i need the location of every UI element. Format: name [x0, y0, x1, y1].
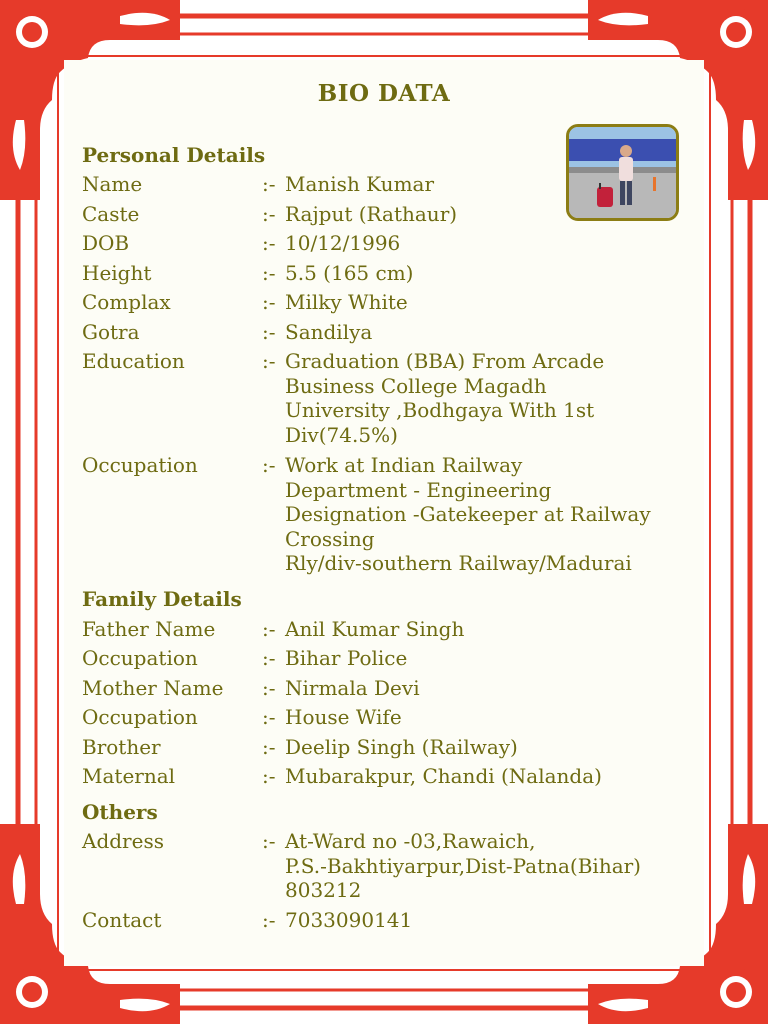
- field-value-line: Anil Kumar Singh: [285, 617, 465, 641]
- field-value-line: House Wife: [285, 705, 402, 729]
- field-label: Mother Name: [82, 676, 224, 700]
- field-value: [285, 829, 685, 903]
- section-heading-others: Others: [82, 800, 158, 824]
- field-value-line: Milky White: [285, 290, 408, 314]
- field-label: Complax: [82, 290, 171, 314]
- field-value-line: University ,Bodhgaya With 1st: [285, 398, 595, 422]
- field-value-line: Mubarakpur, Chandi (Nalanda): [285, 764, 602, 788]
- field-value-line: Deelip Singh (Railway): [285, 735, 518, 759]
- page-title: BIO DATA: [317, 80, 451, 107]
- field-value-line: Business College Magadh: [285, 373, 547, 398]
- field-label: Occupation: [82, 705, 198, 729]
- field-separator: :-: [262, 676, 276, 700]
- field-value-line: At-Ward no -03,Rawaich,: [285, 829, 536, 853]
- field-separator: :-: [262, 202, 276, 226]
- field-separator: :-: [262, 290, 276, 314]
- field-value-line: Rly/div-southern Railway/Madurai: [285, 551, 632, 575]
- field-value-line: Div(74.5%): [285, 422, 398, 447]
- field-separator: :-: [262, 829, 276, 853]
- field-value-line: Crossing: [285, 526, 375, 551]
- field-value: [285, 764, 685, 789]
- field-label: Caste: [82, 202, 140, 226]
- field-label: Contact: [82, 908, 162, 932]
- field-label: Height: [82, 261, 152, 285]
- field-separator: :-: [262, 231, 276, 255]
- field-value-line: Manish Kumar: [285, 172, 435, 196]
- field-separator: :-: [262, 646, 276, 670]
- field-value-line: P.S.-Bakhtiyarpur,Dist-Patna(Bihar): [285, 853, 641, 878]
- field-value-line: Department - Engineering: [285, 477, 552, 502]
- field-value: [285, 202, 685, 227]
- field-label: Gotra: [82, 320, 140, 344]
- field-value-line: Work at Indian Railway: [285, 453, 523, 477]
- field-value: [285, 349, 685, 447]
- field-value: [285, 617, 685, 642]
- field-value-line: Graduation (BBA) From Arcade: [285, 349, 605, 373]
- field-label: DOB: [82, 231, 130, 255]
- field-value-line: Designation -Gatekeeper at Railway: [285, 502, 651, 526]
- field-separator: :-: [262, 617, 276, 641]
- field-value: [285, 705, 685, 730]
- field-separator: :-: [262, 261, 276, 285]
- field-label: Occupation: [82, 646, 198, 670]
- field-separator: :-: [262, 172, 276, 196]
- field-label: Maternal: [82, 764, 176, 788]
- field-value-line: 10/12/1996: [285, 231, 401, 255]
- field-separator: :-: [262, 908, 276, 932]
- section-heading-personal: Personal Details: [82, 143, 266, 167]
- field-label: Father Name: [82, 617, 216, 641]
- field-label: Occupation: [82, 453, 198, 477]
- field-value: [285, 290, 685, 315]
- field-separator: :-: [262, 764, 276, 788]
- field-value-line: Nirmala Devi: [285, 676, 420, 700]
- field-separator: :-: [262, 349, 276, 373]
- field-separator: :-: [262, 735, 276, 759]
- field-separator: :-: [262, 320, 276, 344]
- field-value-line: Sandilya: [285, 320, 373, 344]
- field-separator: :-: [262, 453, 276, 477]
- field-label: Education: [82, 349, 185, 373]
- field-label: Address: [82, 829, 164, 853]
- field-label: Name: [82, 172, 143, 196]
- field-value: [285, 453, 685, 576]
- field-value: [285, 172, 685, 197]
- field-value-line: 803212: [285, 878, 362, 902]
- field-value: [285, 231, 685, 256]
- field-value: [285, 735, 685, 760]
- field-value: [285, 676, 685, 701]
- field-separator: :-: [262, 705, 276, 729]
- field-value: [285, 646, 685, 671]
- field-value: [285, 320, 685, 345]
- field-value: [285, 261, 685, 286]
- field-label: Brother: [82, 735, 161, 759]
- field-value-line: Bihar Police: [285, 646, 408, 670]
- field-value-line: Rajput (Rathaur): [285, 202, 458, 226]
- field-value-line: 5.5 (165 cm): [285, 261, 414, 285]
- section-heading-family: Family Details: [82, 587, 242, 611]
- field-value: [285, 908, 685, 933]
- field-value-line: 7033090141: [285, 908, 413, 932]
